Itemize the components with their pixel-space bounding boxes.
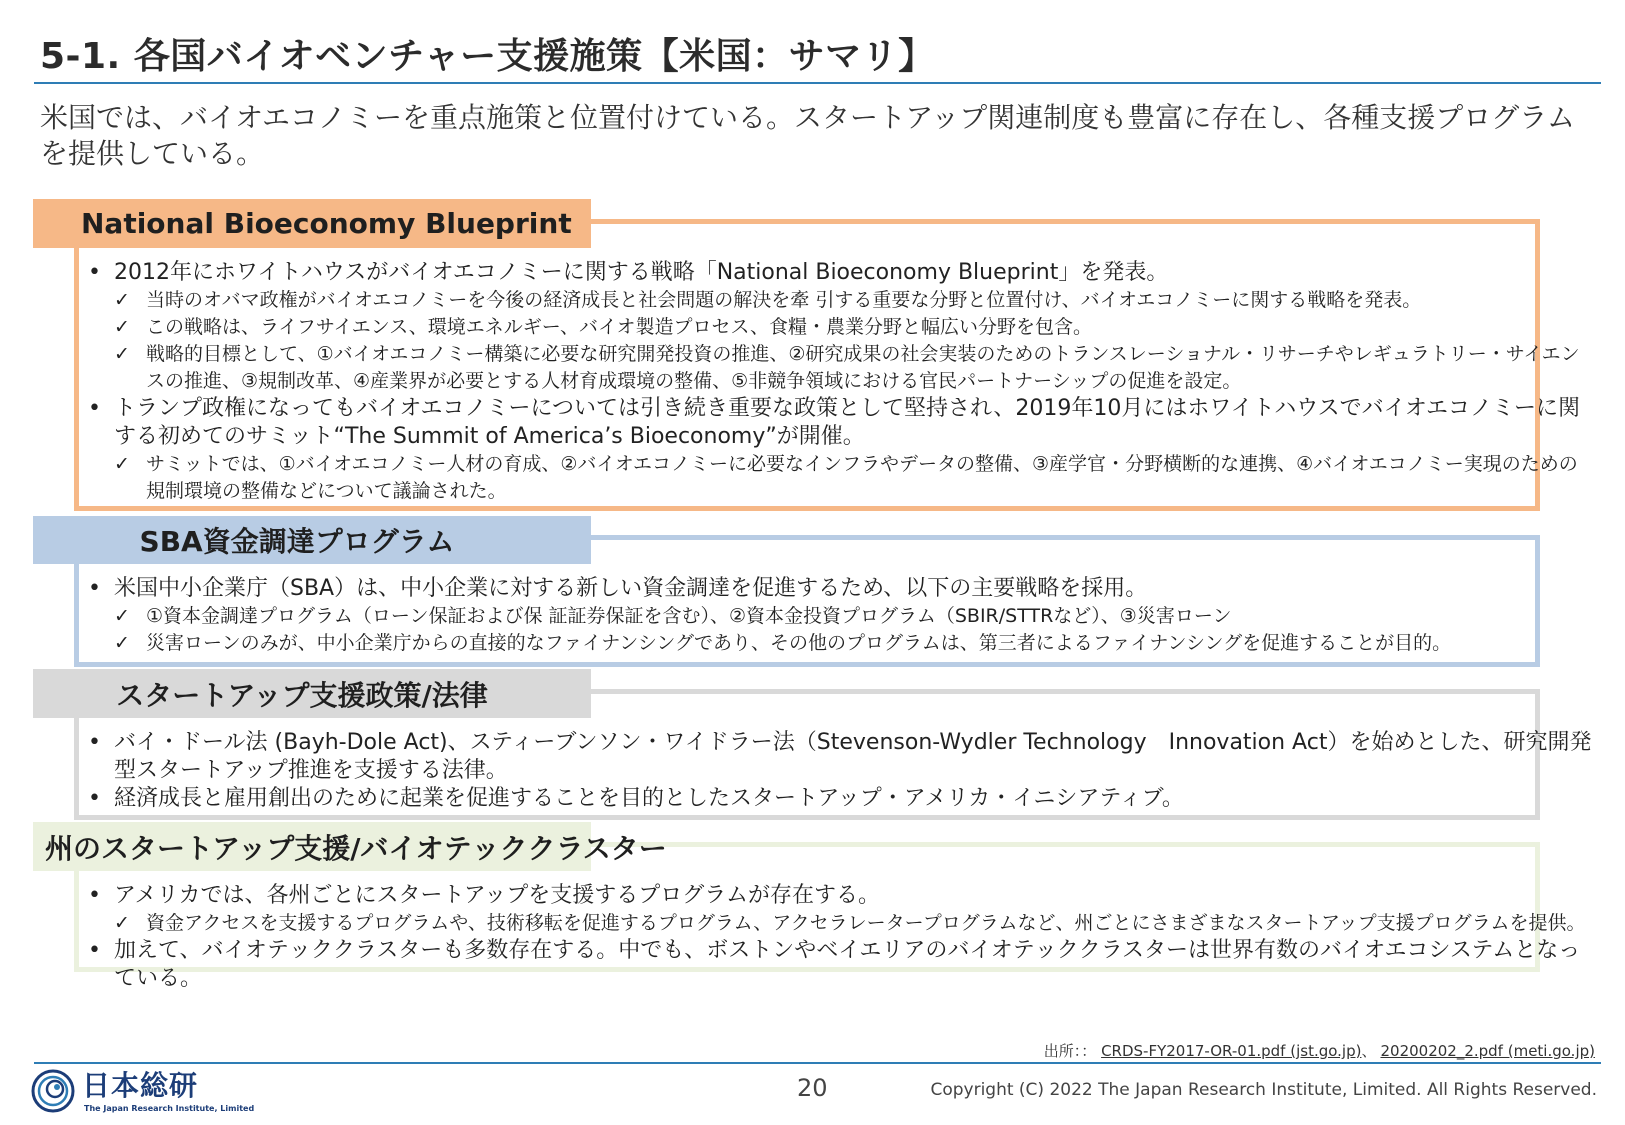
section-body-state-support [84,882,1594,993]
section-body-sba [84,575,1594,657]
check-item: ✓ 資金アクセスを支援するプログラムや、技術移転を促進するプログラム、アクセラレータープログラムなど、州ごとにさまざまなスタートアップ支援プログラムを提供。 [84,910,1594,937]
company-logo [30,1064,255,1120]
bullet-item: • 加えて、バイオテッククラスターも多数存在する。中でも、ボストンやベイエリアのバイオテッククラスターは世界有数のバイオエコシステムとなっている。 [84,937,1594,993]
section-tab-state-support [33,822,667,871]
bullet-item: • トランプ政権になってもバイオエコノミーについては引き続き重要な政策として堅持され、2019年10月にはホワイトハウスでバイオエコノミーに関する初めてのサミット“The Summit of America’s Bioeconomy”が開催。 [84,395,1594,451]
source-separator: 、 [1361,1042,1377,1060]
check-item: ✓ 当時のオバマ政権がバイオエコノミーを今後の経済成長と社会問題の解決を牽 引する重要な分野と位置付け、バイオエコノミーに関する戦略を発表。 [84,287,1594,314]
source-label: 出所：： [1043,1042,1097,1060]
section-title: SBA資金調達プログラム [139,525,455,558]
source-citation [1044,1040,1595,1061]
section-body-startup-policy [84,729,1594,813]
bullet-item: • アメリカでは、各州ごとにスタートアップを支援するプログラムが存在する。 [84,882,1594,910]
bullet-item: • バイ・ドール法 (Bayh-Dole Act)、スティーブンソン・ワイドラー法（Stevenson-Wydler Technology Innovation Act）を始めとした、研究開発型スタートアップ推進を支援する法律。 [84,729,1594,785]
bullet-item: • 経済成長と雇用創出のために起業を促進することを目的としたスタートアップ・アメリカ・イニシアティブ。 [84,785,1594,813]
section-body-blueprint [84,259,1594,505]
source-link-meti[interactable]: 20200202_2.pdf (meti.go.jp) [1380,1042,1595,1060]
bullet-item: • 2012年にホワイトハウスがバイオエコノミーに関する戦略「National Bioeconomy Blueprint」を発表。 [84,259,1594,287]
source-link-jst[interactable]: CRDS-FY2017-OR-01.pdf (jst.go.jp) [1101,1042,1362,1060]
section-title: 州のスタートアップ支援/バイオテッククラスター [45,831,667,865]
title-divider [34,82,1601,84]
section-tab-sba [33,516,591,564]
lead-text: 米国では、バイオエコノミーを重点施策と位置付けている。スタートアップ関連制度も豊富に存在し、各種支援プログラムを提供している。 [40,101,1575,170]
section-tab-startup-policy [33,669,591,718]
section-title: スタートアップ支援政策/法律 [116,678,488,712]
footer-divider [34,1062,1601,1064]
check-item: ✓ サミットでは、①バイオエコノミー人材の育成、②バイオエコノミーに必要なインフラやデータの整備、③産学官・分野横断的な連携、④バイオエコノミー実現のための規制環境の整備などについて議論された。 [84,451,1594,505]
page-title: 5-1. 各国バイオベンチャー支援施策【米国：サマリ】 [40,36,935,77]
section-title: National Bioeconomy Blueprint [81,207,572,240]
check-item: ✓ この戦略は、ライフサイエンス、環境エネルギー、バイオ製造プロセス、食糧・農業分野と幅広い分野を包含。 [84,314,1594,341]
logo-subtitle: The Japan Research Institute, Limited [84,1104,255,1113]
bullet-item: • 米国中小企業庁（SBA）は、中小企業に対する新しい資金調達を促進するため、以下の主要戦略を採用。 [84,575,1594,603]
logo-text: 日本総研 [82,1069,199,1102]
check-item: ✓ ①資本金調達プログラム（ローン保証および保 証証券保証を含む）、②資本金投資プログラム（SBIR/STTRなど）、③災害ローン [84,603,1594,630]
check-item: ✓ 災害ローンのみが、中小企業庁からの直接的なファイナンシングであり、その他のプログラムは、第三者によるファイナンシングを促進することが目的。 [84,630,1594,657]
page-number: 20 [797,1074,828,1102]
check-item: ✓ 戦略的目標として、①バイオエコノミー構築に必要な研究開発投資の推進、②研究成果の社会実装のためのトランスレーショナル・リサーチやレギュラトリー・サイエンスの推進、③規制改革、④産業界が必要とする人材育成環境の整備、⑤非競争領域における官民パートナーシップの促進を設定。 [84,341,1594,395]
logo-mark-icon [30,1068,76,1114]
section-tab-blueprint [33,199,591,248]
copyright-text: Copyright (C) 2022 The Japan Research Institute, Limited. All Rights Reserved. [930,1080,1597,1100]
